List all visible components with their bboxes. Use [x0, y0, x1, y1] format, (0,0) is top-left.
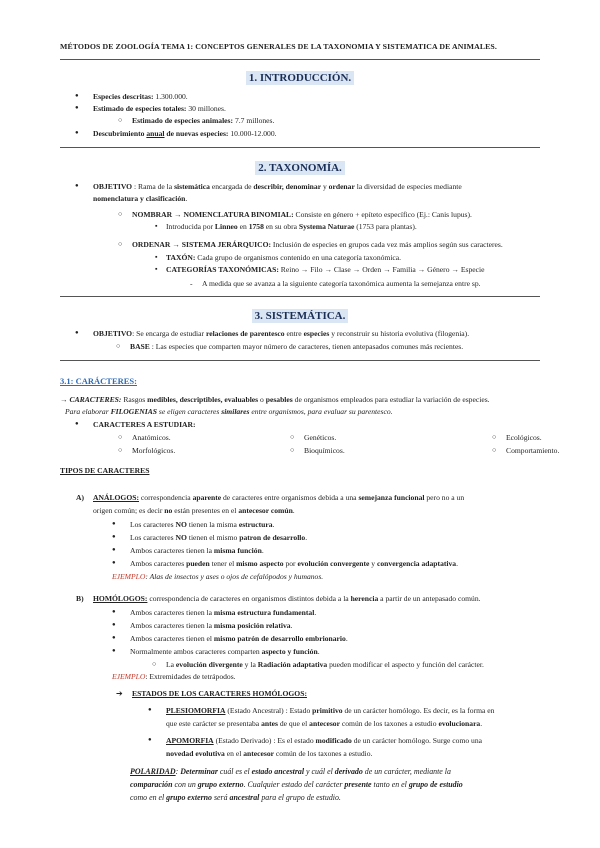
divider: [60, 147, 540, 148]
list-item: - A medida que se avanza a la siguiente categoría taxonómica aumenta la semejanza entre sp.: [202, 279, 481, 288]
list-item: ▪ CATEGORÍAS TAXONÓMICAS: Reino → Filo → Clase → Orden → Familia → Género → Especie: [166, 265, 485, 274]
list-item: ● OBJETIVO: Se encarga de estudiar relaciones de parentesco entre especies y reconstruir su historia evolutiva (filogenia).: [93, 329, 469, 338]
list-marker: B): [76, 594, 84, 603]
document-title: MÉTODOS DE ZOOLOGÍA TEMA 1: CONCEPTOS GENERALES DE LA TAXONOMIA Y SISTEMATICA DE ANIMALES.: [60, 42, 497, 51]
list-item: ○ La evolución divergente y la Radiación adaptativa pueden modificar el aspecto y función del carácter.: [166, 660, 484, 669]
list-item: ● Los caracteres NO tienen la misma estructura.: [130, 520, 274, 529]
text-line: origen común; es decir no están presentes en el antecesor común.: [93, 506, 295, 515]
tipos-heading: TIPOS DE CARACTERES: [60, 466, 150, 475]
list-item: ○ BASE : Las especies que comparten mayor número de caracteres, tienen antepasados comunes más recientes.: [130, 342, 463, 351]
list-item: ○ NOMBRAR → NOMENCLATURA BINOMIAL: Consiste en género + epíteto específico (Ej.: Canis lupus).: [132, 210, 472, 219]
list-item: ● Especies descritas: 1.300.000.: [93, 92, 188, 101]
example-line: EJEMPLO: Alas de insectos y ases o ojos de cefalópodos y humanos.: [112, 572, 324, 581]
polaridad-line: como en el grupo externo será ancestral para el grupo de estudio.: [130, 793, 341, 802]
list-marker: A): [76, 493, 85, 502]
section-1-heading: 1. INTRODUCCIÓN.: [0, 72, 600, 86]
text-line: que este carácter se presentaba antes de que el antecesor común de los taxones a estudio evolucionara.: [166, 719, 483, 728]
list-item: ● APOMORFIA (Estado Derivado) : Es el estado modificado de un carácter homólogo. Surge como una: [166, 736, 482, 745]
section-2-heading: 2. TAXONOMÍA.: [0, 162, 600, 176]
list-item: ● Ambos caracteres pueden tener el mismo aspecto por evolución convergente y convergencia adaptativa.: [130, 559, 458, 568]
list-item: ○ Genéticos.: [304, 433, 336, 442]
list-item: ○ Ecológicos.: [506, 433, 542, 442]
list-item: ● Los caracteres NO tienen el mismo patron de desarrollo.: [130, 533, 307, 542]
list-item: ● Ambos caracteres tienen el mismo patrón de desarrollo embrionario.: [130, 634, 348, 643]
list-item: ● Ambos caracteres tienen la misma posición relativa.: [130, 621, 292, 630]
section-3-heading: 3. SISTEMÁTICA.: [0, 310, 600, 324]
list-item: ○ Anatómicos.: [132, 433, 171, 442]
subsection-heading: 3.1: CARÁCTERES:: [60, 376, 137, 386]
text-line: HOMÓLOGOS: correspondencia de caracteres en organismos distintos debida a la herencia a partir de un antepasado común.: [93, 594, 481, 603]
text-line: nomenclatura y clasificación.: [93, 194, 188, 203]
list-item: ○ Bioquímicos.: [304, 446, 345, 455]
list-item: ○ Comportamiento.: [506, 446, 559, 455]
list-item: ● Descubrimiento anual de nuevas especies: 10.000-12.000.: [93, 129, 277, 138]
list-item: ● CARACTERES A ESTUDIAR:: [93, 420, 196, 429]
list-item: ▪ TAXÓN: Cada grupo de organismos contenido en una categoría taxonómica.: [166, 253, 401, 262]
example-line: EJEMPLO: Extremidades de tetrápodos.: [112, 672, 236, 681]
divider: [60, 59, 540, 60]
text-line: Para elaborar FILOGENIAS se eligen caracteres similares entre organismos, para evaluar su parentesco.: [65, 407, 393, 416]
divider: [60, 296, 540, 297]
text-line: novedad evolutiva en el antecesor común de los taxones a estudio.: [166, 749, 373, 758]
divider: [60, 360, 540, 361]
list-item: ● Ambos caracteres tienen la misma estructura fundamental.: [130, 608, 316, 617]
list-item: ○ ORDENAR → SISTEMA JERÁRQUICO: Inclusión de especies en grupos cada vez más amplios según sus caracteres.: [132, 240, 503, 249]
list-item: ○ Estimado de especies animales: 7.7 millones.: [132, 116, 274, 125]
polaridad-line: POLARIDAD: Determinar cuál es el estado ancestral y cuál el derivado de un carácter, mediante la: [130, 767, 451, 776]
list-item: ○ Morfológicos.: [132, 446, 175, 455]
text-line: → CARACTERES: Rasgos medibles, descriptibles, evaluables o pesables de organismos empleados para estudiar la variación de especies.: [60, 395, 490, 404]
list-item: ● Estimado de especies totales: 30 millones.: [93, 104, 226, 113]
list-item: ● OBJETIVO : Rama de la sistemática encargada de describir, denominar y ordenar la diversidad de especies mediante: [93, 182, 462, 191]
list-item: ● Ambos caracteres tienen la misma función.: [130, 546, 264, 555]
estados-heading: ➔ ESTADOS DE LOS CARACTERES HOMÓLOGOS:: [132, 689, 307, 698]
text-line: ANÁLOGOS: correspondencia aparente de caracteres entre organismos debida a una semejanza funcional pero no a un: [93, 493, 465, 502]
list-item: ● Normalmente ambos caracteres comparten aspecto y función.: [130, 647, 320, 656]
polaridad-line: comparación con un grupo externo. Cualquier estado del carácter presente tanto en el grupo de estudio: [130, 780, 463, 789]
list-item: ● PLESIOMORFIA (Estado Ancestral) : Estado primitivo de un carácter homólogo. Es decir, es la forma en: [166, 706, 494, 715]
list-item: ▪ Introducida por Linneo en 1758 en su obra Systema Naturae (1753 para plantas).: [166, 222, 417, 231]
